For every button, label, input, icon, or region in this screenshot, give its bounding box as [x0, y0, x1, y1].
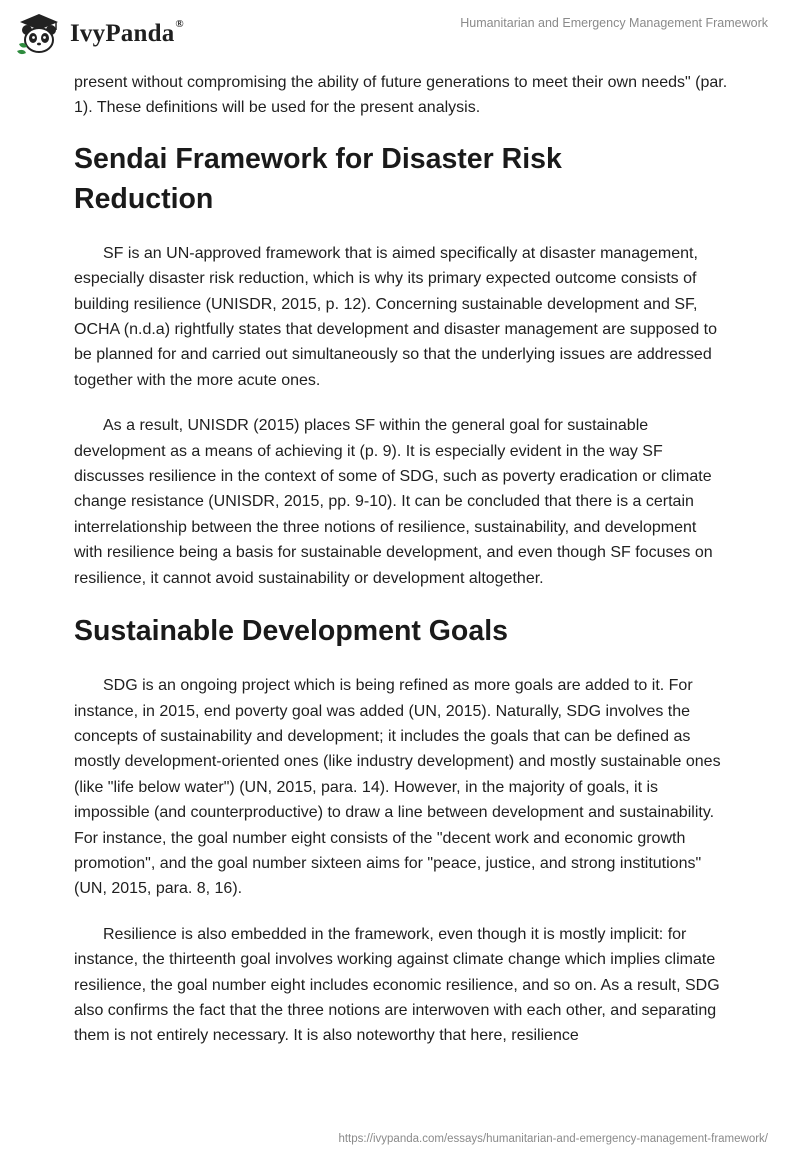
- paragraph: As a result, UNISDR (2015) places SF within the general goal for sustainable development as a means of achieving it (p. 9). It is especially evident in the way SF discusses resilience in the context of some of SDG, such as poverty eradication or climate change resistance (UNISDR, 2015, pp. 9-10). It can be concluded that there is a certain interrelationship between the three notions of resilience, sustainability, and development with resilience being a basis for sustainable development, and even though SF focuses on resilience, it cannot avoid sustainability or development altogether.: [74, 417, 713, 587]
- panda-graduate-icon: [16, 11, 62, 57]
- footer-url-link[interactable]: https://ivypanda.com/essays/humanitarian-and-emergency-management-framework/: [338, 1133, 768, 1145]
- registered-mark: ®: [175, 18, 184, 30]
- paragraph: SF is an UN-approved framework that is aimed specifically at disaster management, especially disaster risk reduction, which is why its primary expected outcome consists of building resilience (UNISDR, 2015, p. 12). Concerning sustainable development and SF, OCHA (n.d.a) rightfully states that development and disaster management are supposed to be planned for and carried out simultaneously so that the underlying issues are addressed together with the more acute ones.: [74, 244, 718, 389]
- ivypanda-logo[interactable]: [16, 10, 216, 58]
- intro-paragraph: present without compromising the ability of future generations to meet their own needs" (par. 1). These definitions will be used for the present analysis.: [74, 74, 728, 117]
- section-heading-sendai: Sendai Framework for Disaster Risk Reduction: [74, 142, 562, 215]
- paragraph: Resilience is also embedded in the framework, even though it is mostly implicit: for instance, the thirteenth goal involves working against climate change which implies climate resilience, the goal number eight includes economic resilience, and so on. As a result, SDG also confirms the fact that the three notions are interwoven with each other, and separating them is not entirely necessary. It is also noteworthy that here, resilience: [74, 925, 720, 1045]
- document-title: Humanitarian and Emergency Management Framework: [460, 16, 768, 30]
- page-header: [0, 0, 800, 70]
- section-heading-sdg: Sustainable Development Goals: [74, 615, 508, 648]
- brand-name: IvyPanda®: [70, 18, 184, 47]
- paragraph: SDG is an ongoing project which is being refined as more goals are added to it. For instance, in 2015, end poverty goal was added (UN, 2015). Naturally, SDG involves the concepts of sustainability and development; it includes the goals that can be defined as mostly development-oriented ones (like industry development) and mostly sustainable ones (like "life below water") (UN, 2015, para. 14). However, in the majority of goals, it is impossible (and counterproductive) to draw a line between development and sustainability. For instance, the goal number eight consists of the "decent work and economic growth promotion", and the goal number sixteen aims for "peace, justice, and strong institutions"(UN, 2015, para. 8, 16).: [74, 677, 721, 898]
- article-body: [74, 70, 728, 1069]
